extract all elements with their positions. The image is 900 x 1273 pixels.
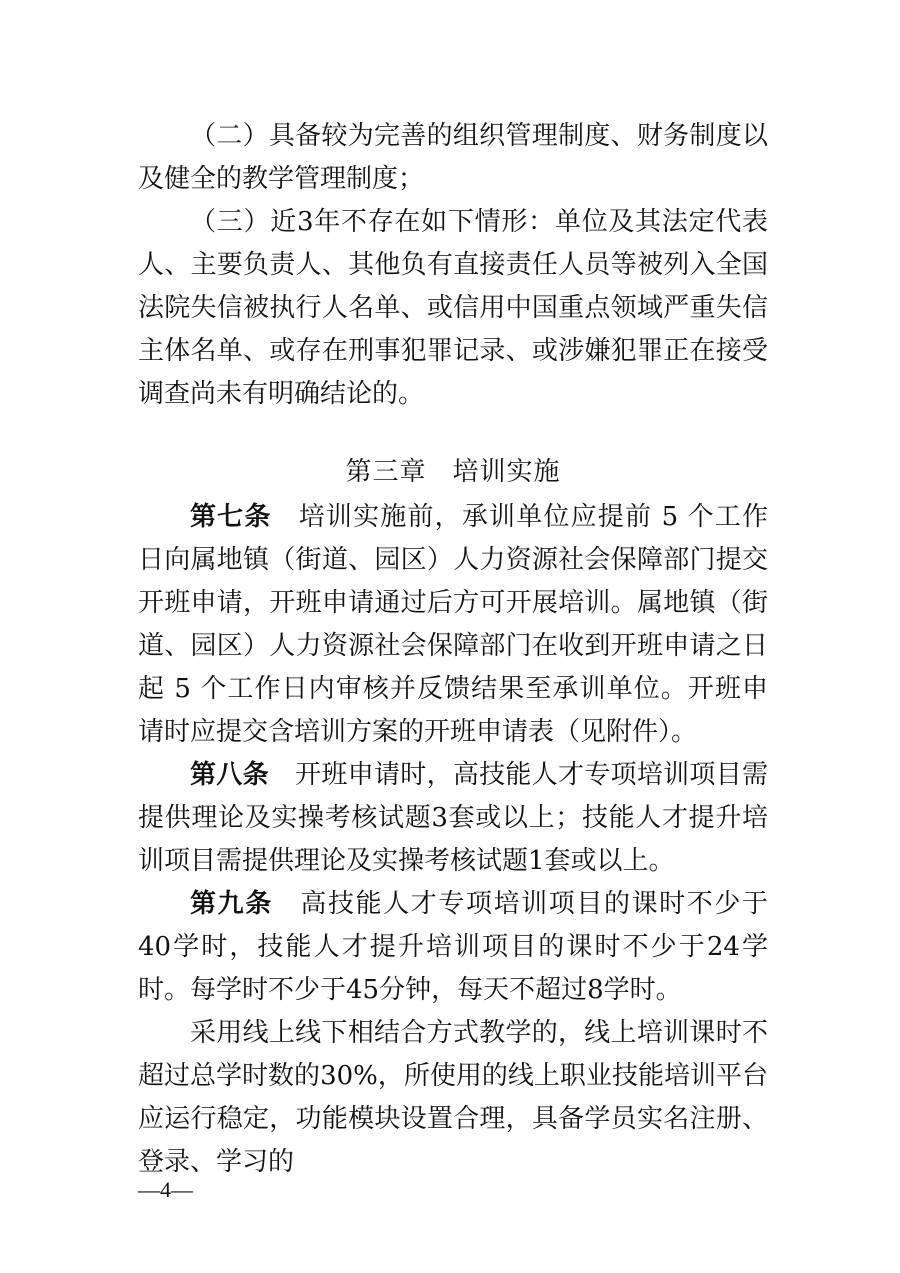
article-8-text: 开班申请时，高技能人才专项培训项目需提供理论及实操考核试题3套或以上；技能人才提升培训项目需提供理论及实操考核试题1套或以上。 [138, 760, 768, 876]
article-8-label: 第八条 [190, 760, 269, 790]
article-7 [138, 496, 768, 754]
article-7-label: 第七条 [190, 502, 272, 532]
chapter-title: 培训实施 [452, 457, 561, 487]
chapter-heading [138, 452, 768, 492]
article-8 [138, 754, 768, 883]
paragraph-online-teaching: 采用线上线下相结合方式教学的，线上培训课时不超过总学时数的30%，所使用的线上职业技能培训平台应运行稳定，功能模块设置合理，具备学员实名注册、登录、学习的 [138, 1018, 768, 1177]
article-9 [138, 883, 768, 1012]
article-9-label: 第九条 [190, 889, 273, 919]
article-7-text: 培训实施前，承训单位应提前 5 个工作日向属地镇（街道、园区）人力资源社会保障部门提交开班申请，开班申请通过后方可开展培训。属地镇（街道、园区）人力资源社会保障部门在收到开班申请之日起 5 个工作日内审核并反馈结果至承训单位。开班申请时应提交含培训方案的开班申请表（见附件）。 [138, 502, 768, 747]
chapter-number: 第三章 [345, 457, 427, 487]
text-block-articles [138, 496, 768, 1184]
text-block-qualifications [138, 115, 768, 416]
page-number: —4— [138, 1177, 193, 1202]
paragraph-item-3: （三）近3年不存在如下情形：单位及其法定代表人、主要负责人、其他负有直接责任人员等被列入全国法院失信被执行人名单、或信用中国重点领域严重失信主体名单、或存在刑事犯罪记录、或涉嫌犯罪正在接受调查尚未有明确结论的。 [138, 207, 768, 409]
article-9-text: 高技能人才专项培训项目的课时不少于40学时，技能人才提升培训项目的课时不少于24学时。每学时不少于45分钟，每天不超过8学时。 [138, 889, 768, 1005]
paragraph-item-2: （二）具备较为完善的组织管理制度、财务制度以及健全的教学管理制度； [138, 121, 768, 194]
